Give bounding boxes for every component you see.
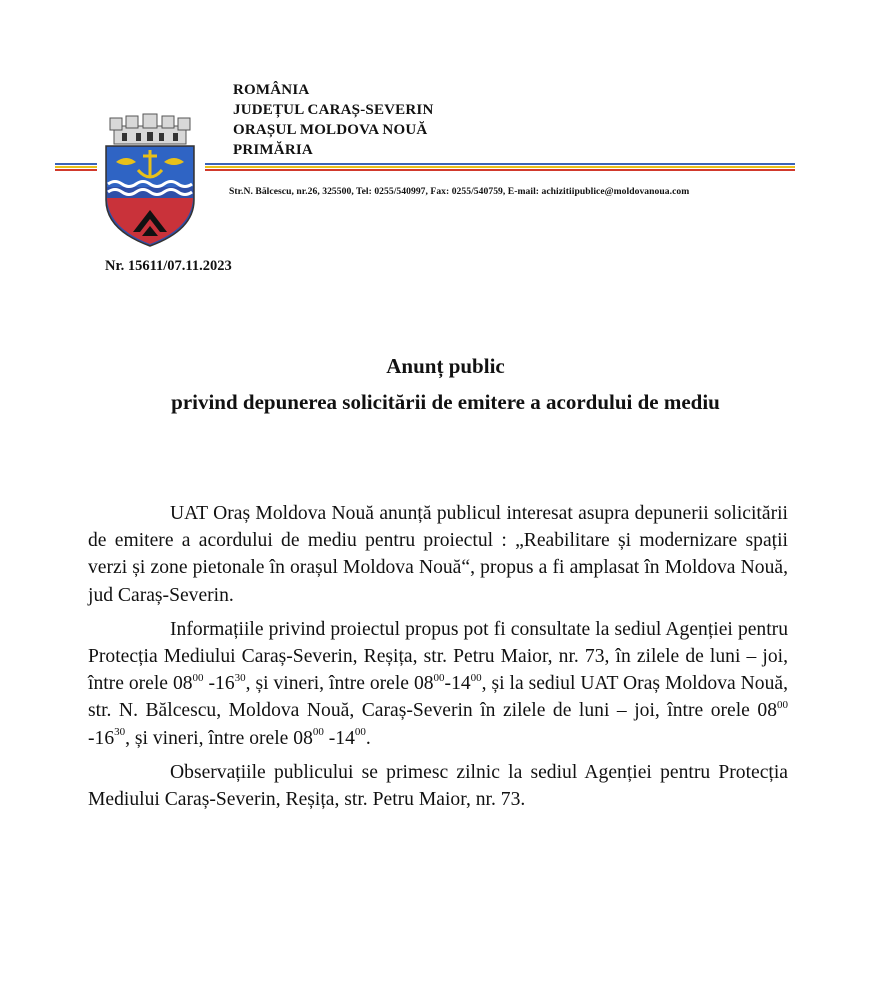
header-town: ORAȘUL MOLDOVA NOUĂ (233, 122, 428, 138)
contact-info: Str.N. Bălcescu, nr.26, 325500, Tel: 0255/540997, Fax: 0255/540759, E-mail: achizitiipublice@moldovanoua.com (229, 186, 690, 197)
document-title: Anunț public (386, 354, 505, 378)
paragraph-2: Informațiile privind proiectul propus pot fi consultate la sediul Agenției pentru Protecția Mediului Caraș-Severin, Reșița, str. Petru Maior, nr. 73, în zilele de luni – joi, între orele $08^{00}$ $-16^{30}$, și vineri, între orele $08^{00}-14^{00}$, și la sediul UAT Oraș Moldova Nouă, str. N. Bălcescu, Moldova Nouă, Caraș-Severin în zilele de luni – joi, între orele $08^{00}$ $-16^{30}$, și vineri, între orele $08^{00}$ $-14^{00}$. (88, 618, 788, 749)
document-subtitle: privind depunerea solicitării de emitere a acordului de mediu (171, 390, 720, 414)
header-county: JUDEȚUL CARAȘ-SEVERIN (233, 102, 434, 118)
coat-of-arms-icon (100, 112, 200, 248)
header-institution (233, 80, 434, 160)
tricolor-stripe-right (205, 163, 795, 172)
tricolor-stripe-left (55, 163, 97, 172)
registration-number: Nr. 15611/07.11.2023 (105, 258, 232, 274)
header-country: ROMÂNIA (233, 82, 310, 98)
header-office: PRIMĂRIA (233, 142, 313, 158)
paragraph-3: Observațiile publicului se primesc zilnic la sediul Agenției pentru Protecția Mediului Caraș-Severin, Reșița, str. Petru Maior, nr. 73. (88, 761, 788, 811)
paragraph-1: UAT Oraș Moldova Nouă anunță publicul interesat asupra depunerii solicitării de emitere a acordului de mediu pentru proiectul : „Reabilitare și modernizare spații verzi și zone pietonale în orașul Moldova Nouă“, propus a fi amplasat în Moldova Nouă, jud Caraș-Severin. (88, 503, 788, 606)
announcement-body (88, 500, 788, 813)
